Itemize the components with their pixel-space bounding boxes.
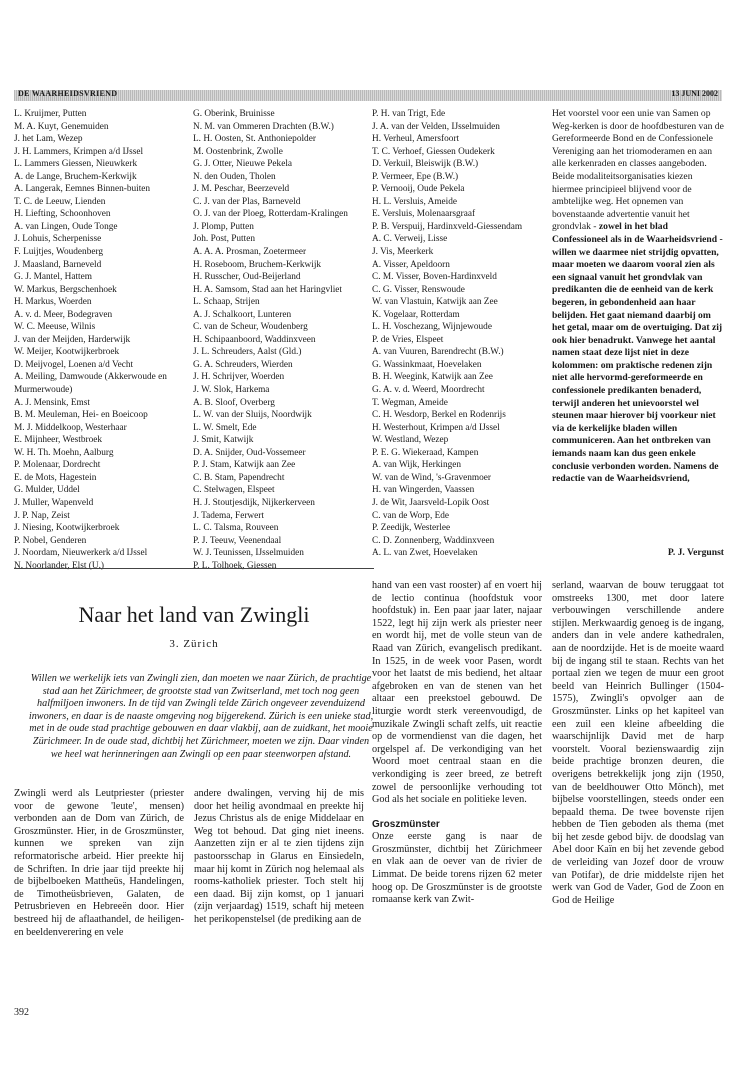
name-entry: A. van Vuuren, Barendrecht (B.W.)	[372, 347, 504, 358]
name-entry: J. Tadema, Ferwert	[193, 510, 264, 521]
name-entry: J. de Wit, Jaarsveld-Lopik Oost	[372, 497, 490, 508]
name-entry: H. Roseboom, Bruchem-Kerkwijk	[193, 259, 322, 270]
name-entry: P. Nobel, Genderen	[14, 535, 87, 546]
name-entry: J. Niesing, Kootwijkerbroek	[14, 523, 120, 534]
name-entry: J. Muller, Wapenveld	[14, 497, 94, 508]
name-entry: K. Vogelaar, Rotterdam	[372, 309, 460, 320]
name-entry: H. Liefting, Schoonhoven	[14, 209, 111, 220]
name-entry: J. P. Nap, Zeist	[14, 510, 70, 521]
name-entry: G. Mulder, Uddel	[14, 485, 80, 496]
name-entry: M. J. Middelkoop, Westerhaar	[14, 422, 127, 433]
name-entry: L. H. Voschezang, Wijnjewoude	[372, 322, 492, 333]
name-entry: D. Meijvogel, Loenen a/d Vecht	[14, 359, 134, 370]
name-entry: C. J. van der Plas, Barneveld	[193, 196, 301, 207]
name-entry: C. van de Worp, Ede	[372, 510, 450, 521]
name-entry: A. van Lingen, Oude Tonge	[14, 221, 118, 232]
name-entry: G. Wassinkmaat, Hoevelaken	[372, 359, 482, 370]
names-column-2	[193, 108, 365, 572]
name-entry: P. J. Stam, Katwijk aan Zee	[193, 460, 296, 471]
name-entry: Joh. Post, Putten	[193, 234, 255, 245]
name-entry: B. M. Meuleman, Hei- en Boeicoop	[14, 410, 148, 421]
article-column-4: serland, waarvan de bouw teruggaat tot omstreeks 1300, met door latere verbouwingen verschillende andere stijlen. Merkwaardig genoeg is de ingang, anders dan in vele andere kathedralen, aan de noordzijde. Het is de moeite waard bij de ingang stil te staan. Rechts van het portaal zien we tegen de muur een groot beeld van Heinrich Bullinger (1504-1575), Zwingli's opvolger aan de Groszmünster. Links op het kapiteel van een zuil een kleine afbeelding die waarschijnlijk David met de harp voorstelt. Vooral bezienswaardig zijn beide prachtige bronzen deuren, die overigens betrekkelijk jong zijn (1950, van de beeldhouwer Otto Mönch), met bijbelse voorstellingen, steeds onder een bepaald thema. De twee bovenste rijen hebben de Tien geboden als thema (met bij het zesde gebod bijv. de doodslag van Abel door Kaïn en bij het zevende gebod de verleiding van Jozef door de vrouw van Potifar), de drie middelste rijen het werk van God de Vader, God de Zoon en God de Heilige	[552, 580, 724, 906]
name-entry: J. H. Schrijver, Woerden	[193, 372, 285, 383]
name-entry: W. C. Meeuse, Wilnis	[14, 322, 96, 333]
name-entry: G. Oberink, Bruinisse	[193, 109, 275, 119]
name-entry: H. Westerhout, Krimpen a/d IJssel	[372, 422, 500, 433]
name-entry: H. A. Samsom, Stad aan het Haringvliet	[193, 284, 342, 295]
name-entry: A. Meiling, Damwoude (Akkerwoude en	[14, 372, 167, 383]
article-intro: Willen we werkelijk iets van Zwingli zien, dan moeten we naar Zürich, de prachtige stad aan het Zürichmeer, de grootste stad van Zwitserland, met toch nog geen halfmiljoen inwoners. In de tijd van Zwingli telde Zürich ongeveer zevenduizend inwoners, en daar is de naaste omgeving nog bijgerekend. Zürich is een unieke stad, met in de oude stad prachtige gebouwen en daar vlakbij, aan de zuidkant, het mooie Zürichmeer. In de oude stad, dichtbij het Zürichmeer, moeten we zijn. Daar vinden we heel wat herinneringen aan Zwingli op een paar steenworpen afstand.	[28, 673, 374, 760]
name-entry: A. de Lange, Bruchem-Kerkwijk	[14, 171, 137, 182]
name-entry: J. Plomp, Putten	[193, 221, 254, 232]
name-entry: H. J. Stoutjesdijk, Nijkerkerveen	[193, 497, 315, 508]
name-entry: J. Noordam, Nieuwerkerk a/d IJssel	[14, 548, 148, 559]
name-entry: W. van de Wind, 's-Gravenmoer	[372, 472, 492, 483]
article-title: Naar het land van Zwingli	[78, 602, 310, 627]
name-entry: H. Markus, Woerden	[14, 297, 92, 308]
name-entry: W. Markus, Bergschenhoek	[14, 284, 117, 295]
name-entry: A. v. d. Meer, Bodegraven	[14, 309, 113, 320]
name-entry: L. Kruijmer, Putten	[14, 109, 87, 119]
name-entry: M. A. Kuyt, Genemuiden	[14, 121, 109, 132]
name-entry: C. B. Stam, Papendrecht	[193, 472, 285, 483]
name-entry: W. van Vlastuin, Katwijk aan Zee	[372, 297, 498, 308]
name-entry: E. Versluis, Molenaarsgraaf	[372, 209, 476, 220]
name-entry: T. C. Verhoef, Giessen Oudekerk	[372, 146, 495, 157]
name-entry: C. Stelwagen, Elspeet	[193, 485, 275, 496]
name-entry: P. L. Tolhoek, Giessen	[193, 560, 277, 571]
name-entry: M. Oostenbrink, Zwolle	[193, 146, 283, 157]
article-column-3	[372, 580, 542, 907]
name-entry: D. A. Snijder, Oud-Vossemeer	[193, 447, 306, 458]
name-entry: H. van Wingerden, Vaassen	[372, 485, 475, 496]
name-entry: L. C. Talsma, Rouveen	[193, 523, 279, 534]
name-entry: J. Maasland, Barneveld	[14, 259, 102, 270]
name-entry: A. J. Schalkoort, Lunteren	[193, 309, 292, 320]
name-entry: L. Schaap, Strijen	[193, 297, 260, 308]
name-entry: P. J. Teeuw, Veenendaal	[193, 535, 282, 546]
name-entry: N. den Ouden, Tholen	[193, 171, 276, 182]
name-entry: J. het Lam, Wezep	[14, 134, 83, 145]
page-number: 392	[14, 1007, 29, 1018]
name-entry: L. W. Smelt, Ede	[193, 422, 257, 433]
name-entry: P. E. G. Wiekeraad, Kampen	[372, 447, 479, 458]
name-entry: T. C. de Leeuw, Lienden	[14, 196, 106, 207]
name-entry: A. A. A. Prosman, Zoetermeer	[193, 247, 307, 258]
name-entry: L. H. Oosten, St. Anthoniepolder	[193, 134, 316, 145]
name-entry: A. van Wijk, Herkingen	[372, 460, 462, 471]
article-column-2: andere dwalingen, verving hij de mis door het heilig avondmaal en preekte hij Jezus Christus als de enige Middelaar en Weg tot behoud. Dat ging niet ineens. Aanzetten zijn er al te zien tijdens zijn pastoorsschap in Glarus en Einsiedeln, maar hij komt in Zürich nog helemaal als rooms-katholiek priester. Toch stelt hij een daad. Bij zijn komst, op 1 januari (zijn verjaardag) 1519, schaft hij meteen het perikopenstelsel (de prediking aan de	[194, 788, 364, 925]
article-column-3-continued: Onze eerste gang is naar de Groszmünster, dichtbij het Zürichmeer en vlak aan de oever van de rivier de Limmat. De beide torens rijzen 62 meter hoog op. De Groszmünster is de grootste romaanse kerk van Zwit-	[372, 831, 542, 906]
publication-name: DE WAARHEIDSVRIEND	[18, 89, 118, 98]
name-entry: H. Schipaanboord, Waddinxveen	[193, 334, 316, 345]
name-entry: C. van de Scheur, Woudenberg	[193, 322, 308, 333]
statement-bold: zowel in het blad Confessioneel als in de Waarheidsvriend - willen we daarmee niet strijdig opvatten, maar moeten we daarom vooral zien als een signaal vanuit het grondvlak van predikanten die de eenheid van de kerk begeren, in gebondenheid aan haar belijden. Het gaat niemand daarbij om het getal, maar om de overtuiging. Dat zij ook hier benadrukt. Vanwege het aantal namen staat deze lijst niet in deze kolommen: om praktische redenen zijn niet alle hervormd-gereformeerde en confessionele predikanten benaderd, terwijl anderen het unievoorstel wel steunen maar hierover bij voorkeur niet via de kerkelijke bladen willen communiceren. Aan het ontbreken van iemands naam kan dus geen enkele conclusie verbonden worden. Namens de redactie van de Waarheidsvriend,	[552, 221, 723, 485]
name-entry: J. Smit, Katwijk	[193, 435, 254, 446]
name-entry: F. Luijtjes, Woudenberg	[14, 247, 104, 258]
name-entry: P. H. van Trigt, Ede	[372, 109, 446, 119]
name-entry: P. B. Verspuij, Hardinxveld-Giessendam	[372, 221, 523, 232]
name-entry: J. L. Schreuders, Aalst (Gld.)	[193, 347, 302, 358]
statement-signature: P. J. Vergunst	[667, 547, 724, 558]
name-entry: J. H. Lammers, Krimpen a/d IJssel	[14, 146, 144, 157]
article-column-1: Zwingli werd als Leutpriester (priester voor de gewone 'leute', mensen) verbonden aan de Dom van Zürich, de Groszmünster. Hier, in de Groszmünster, kunnen we spreken van zijn reformatorische arbeid. Hier preekte hij de Schriften. In drie jaar tijd preekte hij de bijbelboeken Mattheüs, Handelingen, de Timotheüsbrieven, Galaten, de Petrusbrieven en Hebreeën door. Hier bestreed hij de aflaathandel, de heiligen- en beeldenverering en vele	[14, 788, 184, 938]
names-column-3	[372, 108, 544, 560]
name-entry: J. van der Meijden, Harderwijk	[14, 334, 131, 345]
name-entry: E. Mijnheer, Westbroek	[14, 435, 103, 446]
name-entry: A. L. van Zwet, Hoevelaken	[372, 548, 478, 559]
name-entry: H. Russcher, Oud-Beijerland	[193, 272, 301, 283]
name-entry: P. Vernooij, Oude Pekela	[372, 184, 465, 195]
name-entry: E. de Mots, Hagestein	[14, 472, 97, 483]
article-subtitle: 3. Zürich	[169, 638, 219, 650]
name-entry: C. D. Zonnenberg, Waddinxveen	[372, 535, 495, 546]
name-entry: D. Verkuil, Bleiswijk (B.W.)	[372, 159, 479, 170]
name-entry: N. Noorlander, Elst (U.)	[14, 560, 104, 571]
name-entry: H. L. Versluis, Ameide	[372, 196, 458, 207]
name-entry: J. W. Slok, Harkema	[193, 385, 270, 396]
name-entry: J. A. van der Velden, IJsselmuiden	[372, 121, 500, 132]
name-entry: T. Wegman, Ameide	[372, 397, 448, 408]
name-entry: Murmerwoude)	[14, 385, 73, 396]
name-entry: C. M. Visser, Boven-Hardinxveld	[372, 272, 497, 283]
name-entry: J. Vis, Meerkerk	[372, 247, 434, 258]
name-entry: C. G. Visser, Renswoude	[372, 284, 465, 295]
name-entry: A. Visser, Apeldoorn	[372, 259, 450, 270]
name-entry: P. Zeedijk, Westerlee	[372, 523, 451, 534]
issue-date: 13 JUNI 2002	[671, 89, 718, 98]
name-entry: P. Molenaar, Dordrecht	[14, 460, 101, 471]
name-entry: A. C. Verweij, Lisse	[372, 234, 448, 245]
name-entry: H. Verheul, Amersfoort	[372, 134, 460, 145]
name-entry: W. H. Th. Moehn, Aalburg	[14, 447, 114, 458]
name-entry: G. J. Otter, Nieuwe Pekela	[193, 159, 293, 170]
name-entry: J. M. Peschar, Beerzeveld	[193, 184, 290, 195]
article-column-3-text: hand van een vast rooster) af en voert hij de lectio continua (hoofdstuk voor hoofdstuk) in. Een paar jaar later, najaar 1522, legt hij zijn werk als priester neer en wordt hij, met de volle steun van de Raad van Zürich, evangelisch predikant. In 1525, in de week voor Pasen, wordt voor het laatst de mis bediend, het altaar afgebroken en van de stenen van het altaar een preekstoel gebouwd. De liturgie wordt sterk vereenvoudigd, de muzikale Zwingli schaft zelfs, uit reactie op de vormendienst van die dagen, het orgelspel af. De verkondiging van het Woord moet centraal staan en die verkondiging is zeer breed, ze betreft zowel de persoonlijke verhouding tot God als het sociale en politieke leven.	[372, 580, 542, 806]
name-entry: G. A. Schreuders, Wierden	[193, 359, 293, 370]
name-entry: A. J. Mensink, Emst	[14, 397, 90, 408]
name-entry: N. M. van Ommeren Drachten (B.W.)	[193, 121, 334, 132]
name-entry: J. Lohuis, Scherpenisse	[14, 234, 102, 245]
section-divider	[14, 568, 374, 569]
statement-normal: Het voorstel voor een unie van Samen op Weg-kerken is door de hoofdbesturen van de Gereformeerde Bond en de Confessionele Vereniging aan het triomoderamen en aan alle kerkenraden en classes aangeboden. Beide modaliteitsorganisaties kiezen hiermee principieel blijvend voor de ambtelijke weg. Het opnemen van bovenstaande advertentie vanuit het grondvlak -	[552, 108, 724, 233]
section-heading: Groszmünster	[372, 818, 440, 830]
running-header	[14, 90, 722, 101]
name-entry: B. H. Weegink, Katwijk aan Zee	[372, 372, 493, 383]
editorial-statement	[552, 108, 724, 486]
name-entry: W. Westland, Wezep	[372, 435, 449, 446]
name-entry: L. W. van der Sluijs, Noordwijk	[193, 410, 312, 421]
name-entry: G. J. Mantel, Hattem	[14, 272, 92, 283]
name-entry: P. Vermeer, Epe (B.W.)	[372, 171, 459, 182]
name-entry: P. de Vries, Elspeet	[372, 334, 444, 345]
name-entry: W. Meijer, Kootwijkerbroek	[14, 347, 120, 358]
name-entry: A. Langerak, Eemnes Binnen-buiten	[14, 184, 151, 195]
name-entry: G. A. v. d. Weerd, Moordrecht	[372, 385, 485, 396]
name-entry: A. B. Sloof, Overberg	[193, 397, 275, 408]
name-entry: L. Lammers Giessen, Nieuwkerk	[14, 159, 138, 170]
name-entry: O. J. van der Ploeg, Rotterdam-Kralingen	[193, 209, 348, 220]
names-column-1	[14, 108, 186, 572]
name-entry: W. J. Teunissen, IJsselmuiden	[193, 548, 304, 559]
name-entry: C. H. Wesdorp, Berkel en Rodenrijs	[372, 410, 506, 421]
